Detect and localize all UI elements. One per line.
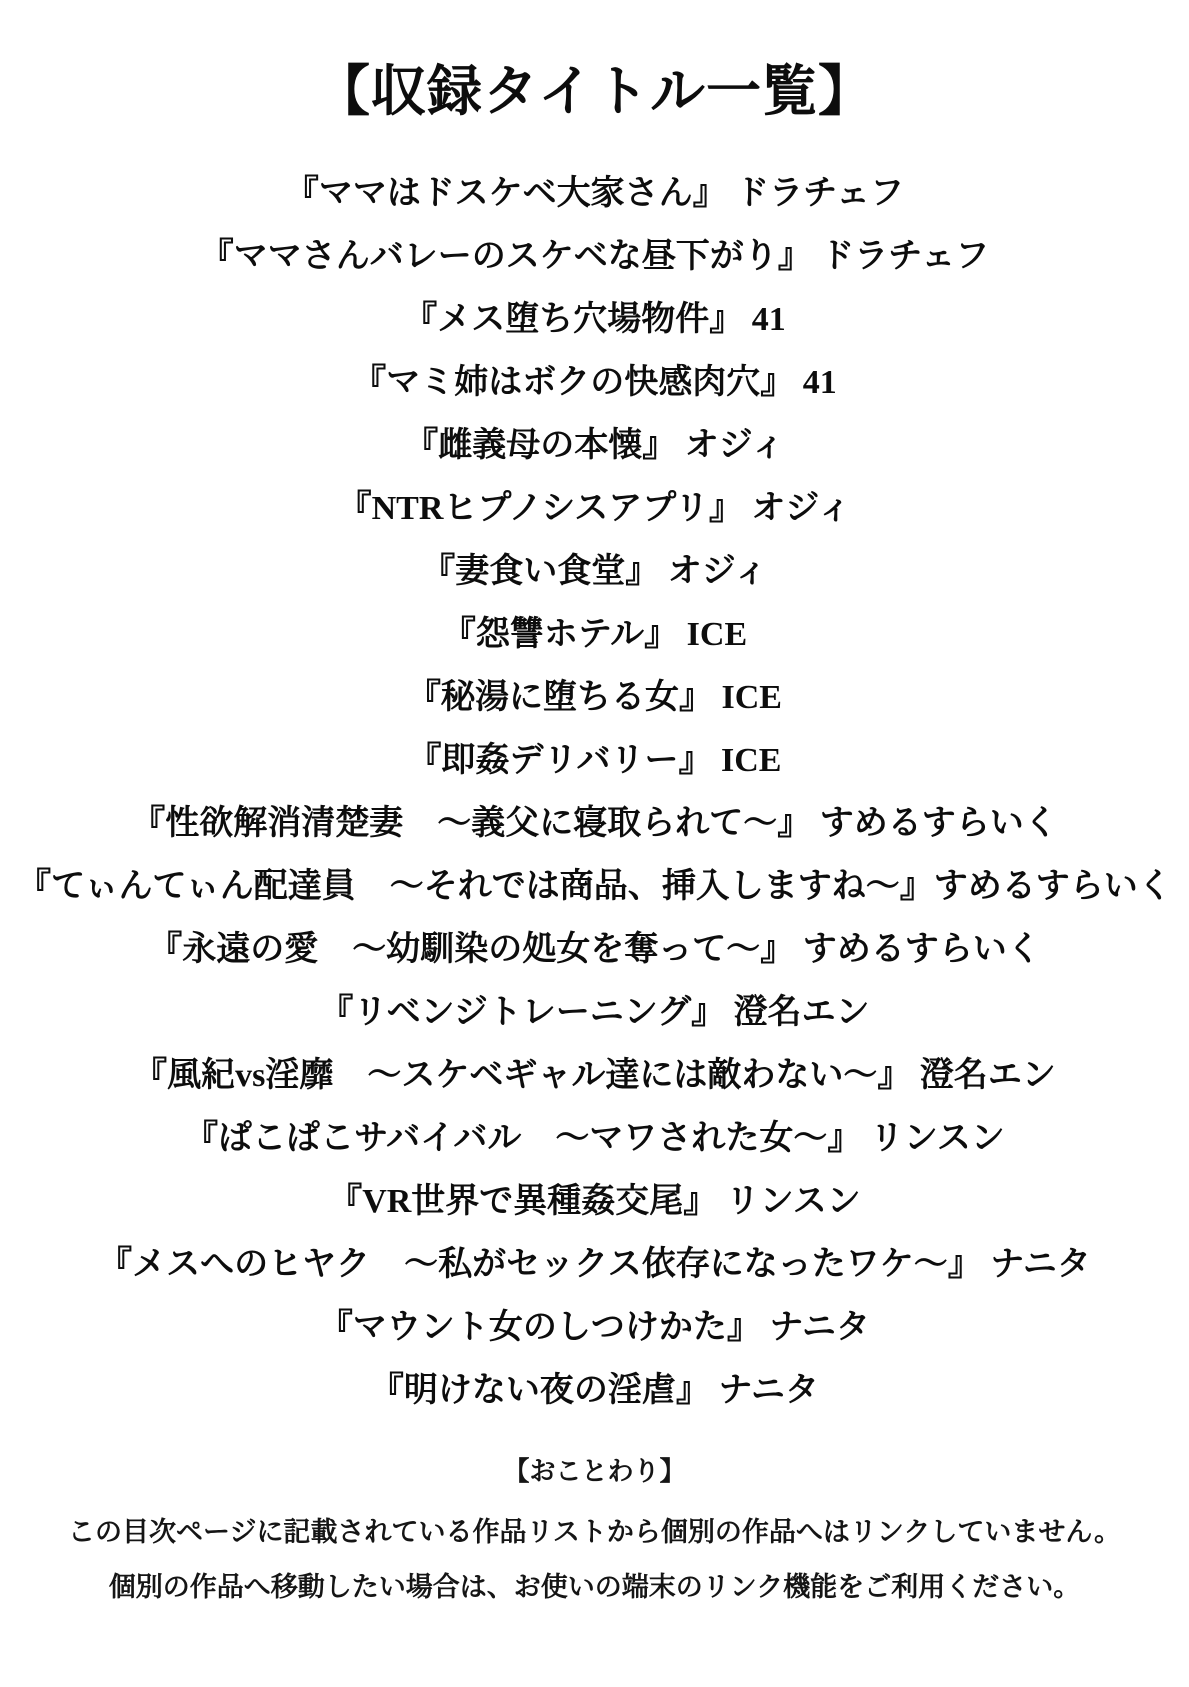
page-title: 【収録タイトル一覧】: [315, 61, 874, 122]
list-item: 『性欲解消清楚妻 〜義父に寝取られて〜』 すめるすらいく: [131, 804, 1058, 842]
list-item: 『NTRヒプノシスアプリ』 オジィ: [337, 489, 852, 527]
list-item: 『メス堕ち穴場物件』 41: [403, 300, 786, 338]
list-item: 『怨讐ホテル』 ICE: [441, 615, 748, 653]
list-item: 『明けない夜の淫虐』 ナニタ: [369, 1371, 820, 1409]
list-item: 『永遠の愛 〜幼馴染の処女を奪って〜』 すめるすらいく: [148, 930, 1041, 968]
list-item: 『てぃんてぃん配達員 〜それでは商品、挿入しますね〜』すめるすらいく: [17, 867, 1172, 905]
list-item: 『ママはドスケベ大家さん』 ドラチェフ: [284, 174, 905, 212]
notice-section: [68, 1456, 1121, 1615]
notice-line: 個別の作品へ移動したい場合は、お使いの端末のリンク機能をご利用ください。: [108, 1571, 1081, 1602]
list-item: 『雌義母の本懐』 オジィ: [404, 426, 785, 464]
list-item: 『メスへのヒヤク 〜私がセックス依存になったワケ〜』 ナニタ: [98, 1245, 1091, 1283]
list-item: 『妻食い食堂』 オジィ: [421, 552, 768, 590]
list-item: 『ママさんバレーのスケベな昼下がり』 ドラチェフ: [199, 237, 990, 275]
notice-line: この目次ページに記載されている作品リストから個別の作品へはリンクしていません。: [68, 1516, 1121, 1547]
title-list: [0, 174, 1189, 1434]
list-item: 『風紀vs淫靡 〜スケベギャル達には敵わない〜』 澄名エン: [133, 1056, 1056, 1094]
list-item: 『秘湯に堕ちる女』 ICE: [407, 678, 782, 716]
list-item: 『VR世界で異種姦交尾』 リンスン: [328, 1182, 861, 1220]
list-item: 『マウント女のしつけかた』 ナニタ: [318, 1308, 871, 1346]
list-item: 『マミ姉はボクの快感肉穴』 41: [352, 363, 837, 401]
list-item: 『ぱこぱこサバイバル 〜マワされた女〜』 リンスン: [184, 1119, 1005, 1157]
notice-heading: 【おことわり】: [503, 1455, 686, 1486]
list-item: 『リベンジトレーニング』 澄名エン: [319, 993, 870, 1031]
list-item: 『即姦デリバリー』 ICE: [407, 741, 782, 779]
